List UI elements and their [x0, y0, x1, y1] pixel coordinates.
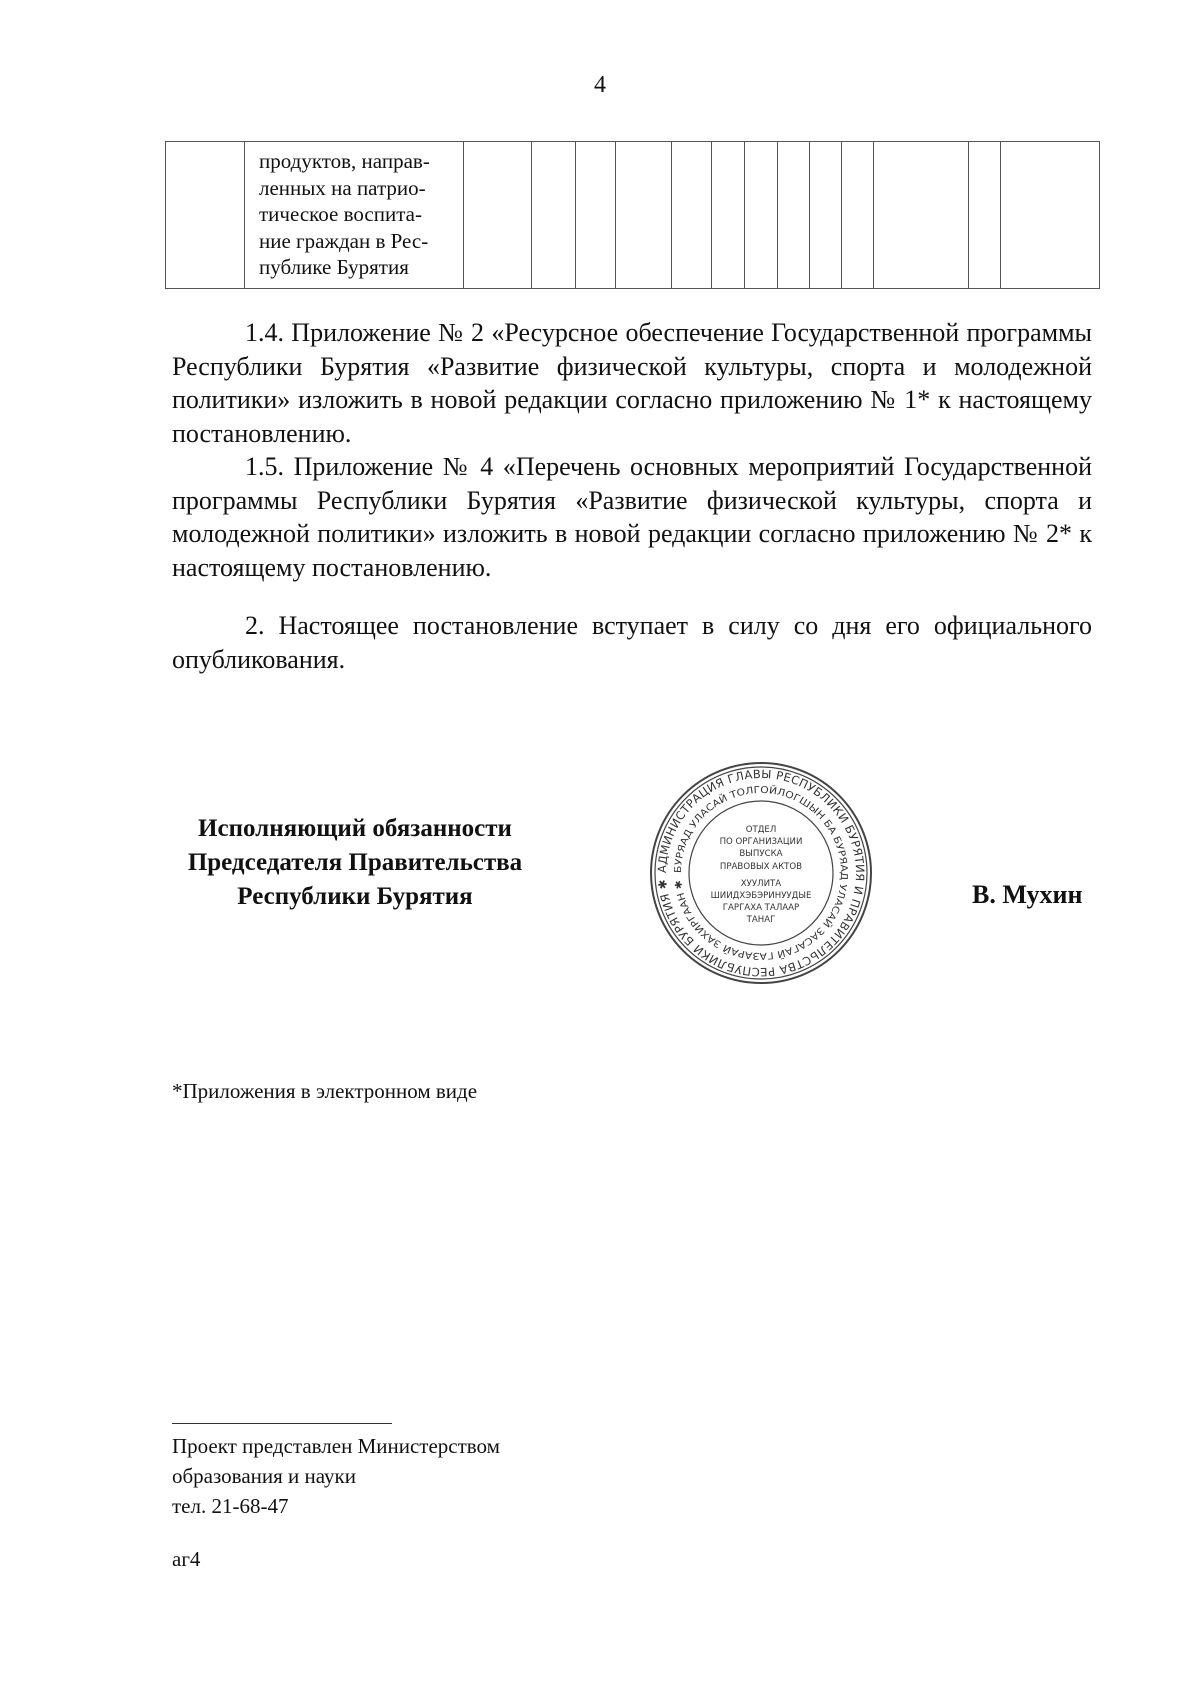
- footer-info: [172, 1431, 500, 1521]
- table-cell-line: продуктов, направ-: [259, 149, 430, 173]
- table-cell: [969, 142, 1001, 289]
- signatory-title-line: Исполняющий обязанности: [198, 815, 512, 842]
- continuation-table: [165, 141, 1100, 289]
- stamp-center-line: ХУУЛИТА: [740, 879, 782, 889]
- signatory-name: В. Мухин: [972, 880, 1083, 909]
- table-cell: [672, 142, 712, 289]
- table-cell: [874, 142, 969, 289]
- table-cell: [842, 142, 874, 289]
- stamp-center-line: ПО ОРГАНИЗАЦИИ: [719, 837, 803, 847]
- table-cell: [778, 142, 810, 289]
- table-cell: [745, 142, 778, 289]
- table-cell: [166, 142, 245, 289]
- page-number: 4: [594, 72, 606, 98]
- appendix-note: *Приложения в электронном виде: [172, 1079, 478, 1103]
- stamp-center-line: ПРАВОВЫХ АКТОВ: [719, 862, 803, 872]
- table-cell-line: тическое воспита-: [259, 202, 422, 226]
- table-cell: [712, 142, 745, 289]
- paragraph-1-5: 1.5. Приложение № 4 «Перечень основных мероприятий Государственной программы Республики Бурятия «Развитие физической культуры, спорта и молодежной политики» изложить в новой редакции согласно приложению № 2* к настоящему постановлению.: [172, 452, 1092, 582]
- table-cell-line: ленных на патрио-: [259, 175, 426, 200]
- table-row: [166, 142, 1100, 289]
- stamp-center-line: ШИИДХЭБЭРИНУУДЫЕ: [710, 891, 812, 901]
- table-cell-line: публике Бурятия: [259, 255, 409, 279]
- document-code: аг4: [172, 1547, 201, 1571]
- stamp-center-line: ВЫПУСКА: [739, 849, 783, 859]
- footer-line: Проект представлен Министерством: [172, 1434, 500, 1458]
- paragraph-1-4: 1.4. Приложение № 2 «Ресурсное обеспечение Государственной программы Республики Бурятия «Развитие физической культуры, спорта и молодежной политики» изложить в новой редакции согласно приложению № 1* к настоящему постановлению.: [172, 318, 1092, 448]
- svg-text:БУРЯАД УЛАСАЙ ТОЛГОЙЛОГШЫН БА: [673, 784, 849, 961]
- stamp-center-line: ГАРГАХА ТАЛААР: [722, 903, 800, 913]
- table-cell: [1001, 142, 1100, 289]
- stamp-inner-text: БУРЯАД УЛАСАЙ ТОЛГОЙЛОГШЫН БА БУРЯАД УЛАСАЙ ЗАСАГАЙ ГАЗАРАЙ ЗАХИРГААН ✱: [672, 784, 850, 962]
- signatory-title: [155, 812, 555, 914]
- stamp-outer-text: АДМИНИСТРАЦИЯ ГЛАВЫ РЕСПУБЛИКИ БУРЯТИЯ И ПРАВИТЕЛЬСТВА РЕСПУБЛИКИ БУРЯТИЯ ✱: [654, 766, 868, 980]
- table-cell: [532, 142, 576, 289]
- stamp-center-line: ТАНАГ: [746, 915, 776, 925]
- table-cell-activity: [245, 142, 464, 289]
- table-cell-line: ние граждан в Рес-: [259, 228, 429, 253]
- svg-text:АДМИНИСТРАЦИЯ ГЛАВЫ РЕСПУБЛИКИ: [655, 767, 867, 979]
- footer-line: тел. 21-68-47: [172, 1494, 289, 1518]
- table-cell: [576, 142, 616, 289]
- table-cell: [810, 142, 842, 289]
- signatory-title-line: Председателя Правительства: [187, 849, 523, 876]
- footer-divider: [172, 1423, 392, 1424]
- stamp-center-line: ОТДЕЛ: [745, 825, 777, 835]
- table-cell: [616, 142, 672, 289]
- paragraph-2: 2. Настоящее постановление вступает в силу со дня его официального опубликования.: [172, 611, 1092, 674]
- table-cell: [464, 142, 532, 289]
- footer-line: образования и науки: [172, 1464, 356, 1488]
- official-stamp: [648, 760, 874, 986]
- signatory-title-line: Республики Бурятия: [237, 883, 473, 910]
